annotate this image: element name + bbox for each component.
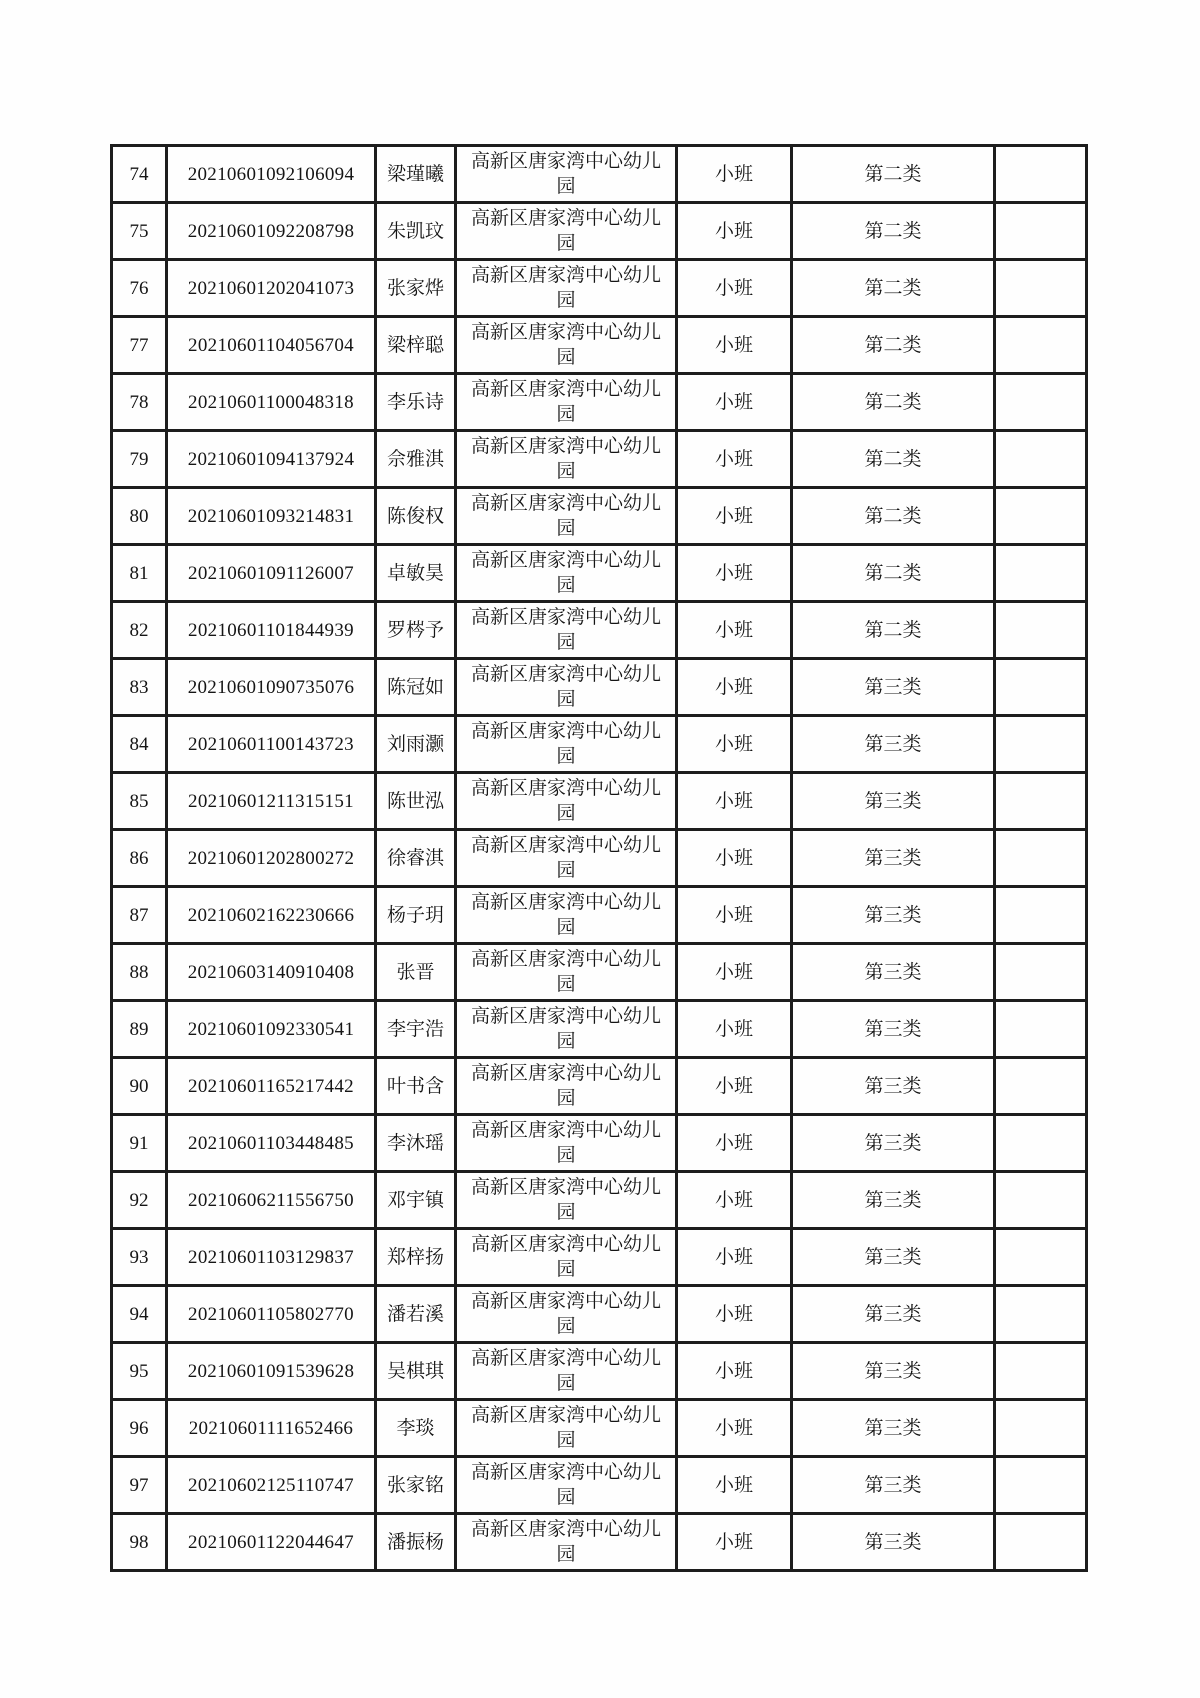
category-cell: 第二类 [792, 374, 995, 431]
registration-id-cell: 20210601103448485 [167, 1115, 376, 1172]
registration-id-cell: 20210603140910408 [167, 944, 376, 1001]
category-cell: 第三类 [792, 1172, 995, 1229]
row-number-cell: 78 [112, 374, 167, 431]
registration-id-cell: 20210601202041073 [167, 260, 376, 317]
kindergarten-cell: 高新区唐家湾中心幼儿园 [456, 602, 677, 659]
note-cell [995, 1286, 1087, 1343]
note-cell [995, 431, 1087, 488]
kindergarten-cell: 高新区唐家湾中心幼儿园 [456, 203, 677, 260]
class-level-cell: 小班 [677, 1115, 792, 1172]
registration-id-cell: 20210601092106094 [167, 146, 376, 203]
table-row [112, 602, 1087, 659]
row-number-cell: 90 [112, 1058, 167, 1115]
table-row [112, 203, 1087, 260]
note-cell [995, 545, 1087, 602]
table-row [112, 146, 1087, 203]
student-name-cell: 李乐诗 [376, 374, 456, 431]
row-number-cell: 82 [112, 602, 167, 659]
student-name-cell: 徐睿淇 [376, 830, 456, 887]
kindergarten-cell: 高新区唐家湾中心幼儿园 [456, 1115, 677, 1172]
category-cell: 第三类 [792, 1400, 995, 1457]
table-row [112, 944, 1087, 1001]
row-number-cell: 97 [112, 1457, 167, 1514]
note-cell [995, 773, 1087, 830]
class-level-cell: 小班 [677, 203, 792, 260]
registration-id-cell: 20210601093214831 [167, 488, 376, 545]
note-cell [995, 1400, 1087, 1457]
category-cell: 第二类 [792, 146, 995, 203]
table-row [112, 545, 1087, 602]
class-level-cell: 小班 [677, 146, 792, 203]
student-name-cell: 杨子玥 [376, 887, 456, 944]
row-number-cell: 86 [112, 830, 167, 887]
category-cell: 第三类 [792, 1001, 995, 1058]
kindergarten-cell: 高新区唐家湾中心幼儿园 [456, 1514, 677, 1571]
category-cell: 第三类 [792, 1115, 995, 1172]
kindergarten-cell: 高新区唐家湾中心幼儿园 [456, 1058, 677, 1115]
class-level-cell: 小班 [677, 602, 792, 659]
row-number-cell: 76 [112, 260, 167, 317]
table-row [112, 1058, 1087, 1115]
category-cell: 第三类 [792, 659, 995, 716]
admission-roster-table [110, 144, 1088, 1572]
row-number-cell: 83 [112, 659, 167, 716]
student-name-cell: 李宇浩 [376, 1001, 456, 1058]
class-level-cell: 小班 [677, 773, 792, 830]
registration-id-cell: 20210601094137924 [167, 431, 376, 488]
registration-id-cell: 20210601092330541 [167, 1001, 376, 1058]
kindergarten-cell: 高新区唐家湾中心幼儿园 [456, 317, 677, 374]
registration-id-cell: 20210601091539628 [167, 1343, 376, 1400]
class-level-cell: 小班 [677, 317, 792, 374]
registration-id-cell: 20210601101844939 [167, 602, 376, 659]
kindergarten-cell: 高新区唐家湾中心幼儿园 [456, 146, 677, 203]
kindergarten-cell: 高新区唐家湾中心幼儿园 [456, 545, 677, 602]
row-number-cell: 98 [112, 1514, 167, 1571]
student-name-cell: 陈俊权 [376, 488, 456, 545]
kindergarten-cell: 高新区唐家湾中心幼儿园 [456, 1001, 677, 1058]
note-cell [995, 1001, 1087, 1058]
student-name-cell: 佘雅淇 [376, 431, 456, 488]
table-row [112, 1001, 1087, 1058]
category-cell: 第三类 [792, 1343, 995, 1400]
category-cell: 第二类 [792, 602, 995, 659]
row-number-cell: 75 [112, 203, 167, 260]
kindergarten-cell: 高新区唐家湾中心幼儿园 [456, 374, 677, 431]
row-number-cell: 91 [112, 1115, 167, 1172]
registration-id-cell: 20210601105802770 [167, 1286, 376, 1343]
student-name-cell: 梁瑾曦 [376, 146, 456, 203]
registration-id-cell: 20210606211556750 [167, 1172, 376, 1229]
class-level-cell: 小班 [677, 1172, 792, 1229]
note-cell [995, 488, 1087, 545]
student-name-cell: 邓宇镇 [376, 1172, 456, 1229]
table-row [112, 1115, 1087, 1172]
class-level-cell: 小班 [677, 431, 792, 488]
category-cell: 第三类 [792, 944, 995, 1001]
table-row [112, 317, 1087, 374]
row-number-cell: 84 [112, 716, 167, 773]
category-cell: 第三类 [792, 1286, 995, 1343]
student-name-cell: 张晋 [376, 944, 456, 1001]
kindergarten-cell: 高新区唐家湾中心幼儿园 [456, 887, 677, 944]
table-row [112, 659, 1087, 716]
table-row [112, 1400, 1087, 1457]
student-name-cell: 吴棋琪 [376, 1343, 456, 1400]
note-cell [995, 317, 1087, 374]
row-number-cell: 85 [112, 773, 167, 830]
category-cell: 第三类 [792, 1514, 995, 1571]
class-level-cell: 小班 [677, 1001, 792, 1058]
student-name-cell: 李沐瑶 [376, 1115, 456, 1172]
row-number-cell: 79 [112, 431, 167, 488]
note-cell [995, 1457, 1087, 1514]
note-cell [995, 1514, 1087, 1571]
row-number-cell: 89 [112, 1001, 167, 1058]
kindergarten-cell: 高新区唐家湾中心幼儿园 [456, 1343, 677, 1400]
student-name-cell: 李琰 [376, 1400, 456, 1457]
category-cell: 第三类 [792, 1457, 995, 1514]
row-number-cell: 80 [112, 488, 167, 545]
kindergarten-cell: 高新区唐家湾中心幼儿园 [456, 659, 677, 716]
table-row [112, 431, 1087, 488]
registration-id-cell: 20210601100048318 [167, 374, 376, 431]
registration-id-cell: 20210601091126007 [167, 545, 376, 602]
class-level-cell: 小班 [677, 260, 792, 317]
note-cell [995, 887, 1087, 944]
table-row [112, 887, 1087, 944]
note-cell [995, 203, 1087, 260]
class-level-cell: 小班 [677, 659, 792, 716]
note-cell [995, 944, 1087, 1001]
class-level-cell: 小班 [677, 488, 792, 545]
category-cell: 第三类 [792, 887, 995, 944]
class-level-cell: 小班 [677, 374, 792, 431]
category-cell: 第二类 [792, 545, 995, 602]
class-level-cell: 小班 [677, 1343, 792, 1400]
note-cell [995, 1172, 1087, 1229]
table-row [112, 830, 1087, 887]
student-name-cell: 梁梓聪 [376, 317, 456, 374]
student-name-cell: 陈世泓 [376, 773, 456, 830]
table-row [112, 1286, 1087, 1343]
registration-id-cell: 20210601211315151 [167, 773, 376, 830]
student-name-cell: 张家烨 [376, 260, 456, 317]
row-number-cell: 88 [112, 944, 167, 1001]
category-cell: 第二类 [792, 488, 995, 545]
registration-id-cell: 20210601103129837 [167, 1229, 376, 1286]
student-name-cell: 张家铭 [376, 1457, 456, 1514]
class-level-cell: 小班 [677, 716, 792, 773]
table-row [112, 488, 1087, 545]
row-number-cell: 95 [112, 1343, 167, 1400]
category-cell: 第三类 [792, 773, 995, 830]
table-row [112, 1229, 1087, 1286]
student-name-cell: 陈冠如 [376, 659, 456, 716]
kindergarten-cell: 高新区唐家湾中心幼儿园 [456, 716, 677, 773]
category-cell: 第二类 [792, 203, 995, 260]
student-name-cell: 卓敏昊 [376, 545, 456, 602]
student-name-cell: 潘若溪 [376, 1286, 456, 1343]
kindergarten-cell: 高新区唐家湾中心幼儿园 [456, 260, 677, 317]
kindergarten-cell: 高新区唐家湾中心幼儿园 [456, 1229, 677, 1286]
kindergarten-cell: 高新区唐家湾中心幼儿园 [456, 944, 677, 1001]
kindergarten-cell: 高新区唐家湾中心幼儿园 [456, 488, 677, 545]
class-level-cell: 小班 [677, 944, 792, 1001]
note-cell [995, 1343, 1087, 1400]
note-cell [995, 602, 1087, 659]
class-level-cell: 小班 [677, 1400, 792, 1457]
row-number-cell: 93 [112, 1229, 167, 1286]
table-row [112, 1514, 1087, 1571]
student-name-cell: 朱凯玟 [376, 203, 456, 260]
table-row [112, 1172, 1087, 1229]
kindergarten-cell: 高新区唐家湾中心幼儿园 [456, 830, 677, 887]
kindergarten-cell: 高新区唐家湾中心幼儿园 [456, 431, 677, 488]
registration-id-cell: 20210601090735076 [167, 659, 376, 716]
registration-id-cell: 20210602125110747 [167, 1457, 376, 1514]
registration-id-cell: 20210601092208798 [167, 203, 376, 260]
registration-id-cell: 20210601111652466 [167, 1400, 376, 1457]
table-row [112, 1457, 1087, 1514]
registration-id-cell: 20210601165217442 [167, 1058, 376, 1115]
note-cell [995, 260, 1087, 317]
table-row [112, 374, 1087, 431]
class-level-cell: 小班 [677, 1514, 792, 1571]
note-cell [995, 1229, 1087, 1286]
student-name-cell: 刘雨灏 [376, 716, 456, 773]
table-row [112, 260, 1087, 317]
roster-body [112, 146, 1087, 1571]
row-number-cell: 94 [112, 1286, 167, 1343]
note-cell [995, 659, 1087, 716]
student-name-cell: 叶书含 [376, 1058, 456, 1115]
table-row [112, 1343, 1087, 1400]
row-number-cell: 87 [112, 887, 167, 944]
class-level-cell: 小班 [677, 1457, 792, 1514]
class-level-cell: 小班 [677, 1229, 792, 1286]
kindergarten-cell: 高新区唐家湾中心幼儿园 [456, 1457, 677, 1514]
category-cell: 第二类 [792, 260, 995, 317]
row-number-cell: 92 [112, 1172, 167, 1229]
note-cell [995, 146, 1087, 203]
kindergarten-cell: 高新区唐家湾中心幼儿园 [456, 1172, 677, 1229]
registration-id-cell: 20210602162230666 [167, 887, 376, 944]
row-number-cell: 74 [112, 146, 167, 203]
kindergarten-cell: 高新区唐家湾中心幼儿园 [456, 1400, 677, 1457]
category-cell: 第三类 [792, 1229, 995, 1286]
kindergarten-cell: 高新区唐家湾中心幼儿园 [456, 773, 677, 830]
row-number-cell: 81 [112, 545, 167, 602]
category-cell: 第二类 [792, 317, 995, 374]
student-name-cell: 罗梣予 [376, 602, 456, 659]
class-level-cell: 小班 [677, 545, 792, 602]
registration-id-cell: 20210601122044647 [167, 1514, 376, 1571]
category-cell: 第三类 [792, 830, 995, 887]
class-level-cell: 小班 [677, 887, 792, 944]
registration-id-cell: 20210601202800272 [167, 830, 376, 887]
category-cell: 第三类 [792, 716, 995, 773]
row-number-cell: 77 [112, 317, 167, 374]
student-name-cell: 郑梓扬 [376, 1229, 456, 1286]
registration-id-cell: 20210601104056704 [167, 317, 376, 374]
category-cell: 第二类 [792, 431, 995, 488]
registration-id-cell: 20210601100143723 [167, 716, 376, 773]
kindergarten-cell: 高新区唐家湾中心幼儿园 [456, 1286, 677, 1343]
class-level-cell: 小班 [677, 1286, 792, 1343]
class-level-cell: 小班 [677, 1058, 792, 1115]
note-cell [995, 830, 1087, 887]
note-cell [995, 1058, 1087, 1115]
note-cell [995, 716, 1087, 773]
note-cell [995, 1115, 1087, 1172]
category-cell: 第三类 [792, 1058, 995, 1115]
table-row [112, 773, 1087, 830]
student-name-cell: 潘振杨 [376, 1514, 456, 1571]
note-cell [995, 374, 1087, 431]
row-number-cell: 96 [112, 1400, 167, 1457]
class-level-cell: 小班 [677, 830, 792, 887]
table-row [112, 716, 1087, 773]
